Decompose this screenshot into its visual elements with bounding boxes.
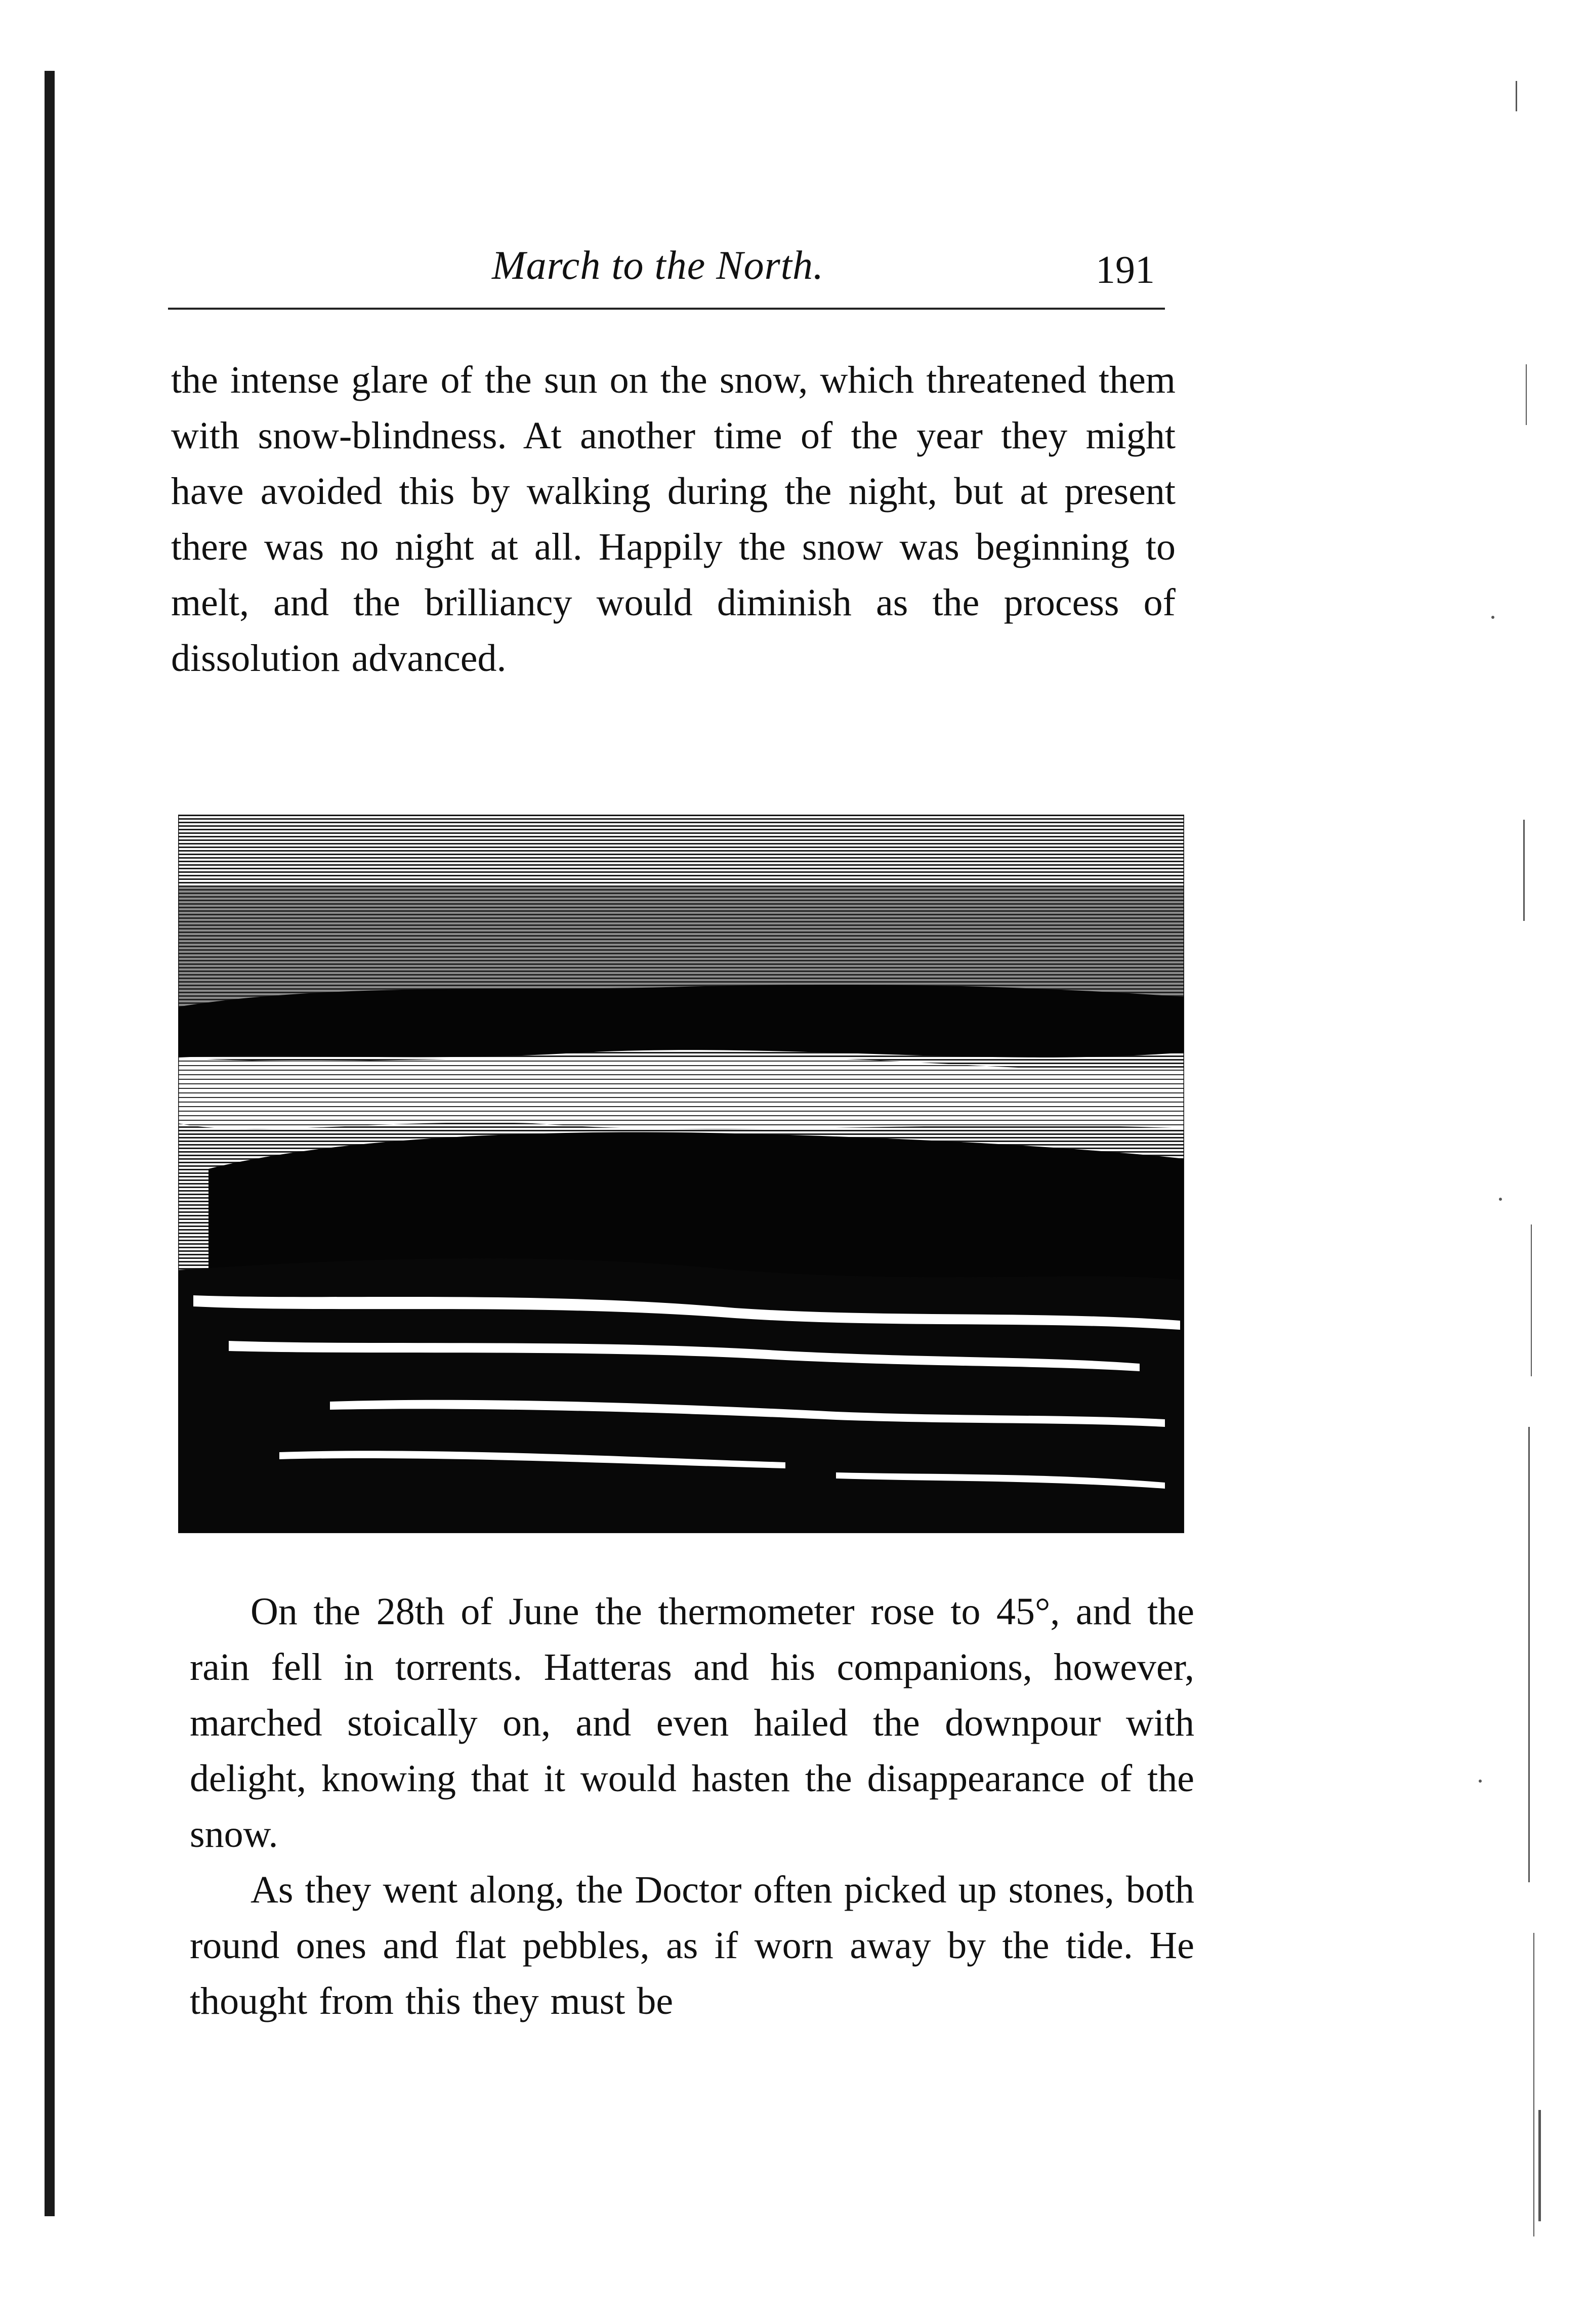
paragraph-doctor-stones: As they went along, the Doctor often picked up stones, both round ones and flat pebbles, as if worn away by the tide. He thought from this they must be [190, 1869, 1194, 2022]
page-number: 191 [1096, 247, 1155, 291]
paragraph-june-28th: On the 28th of June the thermometer rose to 45°, and the rain fell in torrents. Hatteras and his companions, however, marched stoically on, and even hailed the downpour with delight, knowing that it would hasten the disappearance of the snow. [190, 1590, 1194, 1855]
running-head [168, 233, 1165, 309]
book-spine-edge [45, 71, 55, 2216]
running-title: March to the North. [492, 243, 824, 288]
page-edge-specks [1470, 61, 1576, 2257]
header-rule [168, 308, 1165, 310]
paragraph-snow-glare: the intense glare of the sun on the snow, which threatened them with snow-blindness. At another time of the year they might have avoided this by walking during the night, but at present there was no night at all. Happily the snow was beginning to melt, and the brilliancy would diminish as the process of dissolution advanced. [171, 359, 1176, 680]
illustration-melting-ice-landscape [178, 815, 1184, 1533]
